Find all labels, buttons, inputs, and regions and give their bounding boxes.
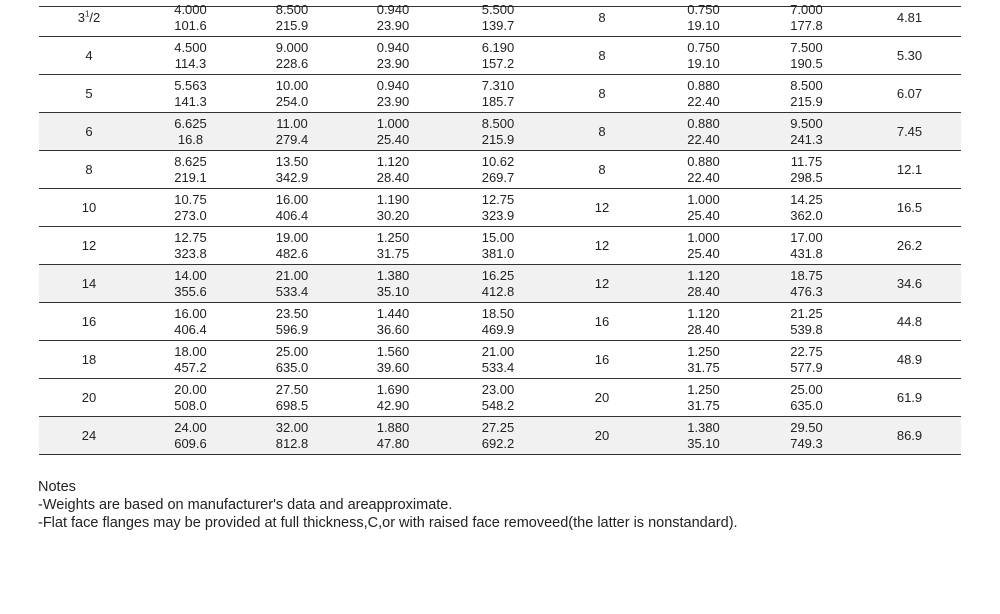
flange-thickness-cell: 1.880 47.80: [342, 417, 444, 455]
hub-diameter-cell: 7.310 185.7: [444, 75, 552, 113]
table-row: [39, 417, 961, 455]
bolt-hole-cell: 1.120 28.40: [652, 303, 755, 341]
flange-diameter-cell: 13.50 342.9: [242, 151, 342, 189]
outside-diameter-cell: 16.00 406.4: [139, 303, 242, 341]
hub-diameter-cell: 18.50 469.9: [444, 303, 552, 341]
outside-diameter-cell: 4.000 101.6: [139, 0, 242, 37]
hub-diameter-cell: 6.190 157.2: [444, 37, 552, 75]
flange-thickness-cell: 0.940 23.90: [342, 37, 444, 75]
notes-section: [38, 478, 738, 532]
bolt-count-cell: 12: [552, 189, 652, 227]
table-row: [39, 75, 961, 113]
flange-thickness-cell: 0.940 23.90: [342, 0, 444, 37]
flange-diameter-cell: 32.00 812.8: [242, 417, 342, 455]
bolt-count-cell: 16: [552, 303, 652, 341]
flange-thickness-cell: 1.440 36.60: [342, 303, 444, 341]
hub-diameter-cell: 27.25 692.2: [444, 417, 552, 455]
bolt-circle-cell: 25.00 635.0: [755, 379, 858, 417]
nominal-size-cell: 6: [39, 113, 139, 151]
bolt-hole-cell: 1.000 25.40: [652, 189, 755, 227]
nominal-size-cell: 14: [39, 265, 139, 303]
bolt-circle-cell: 17.00 431.8: [755, 227, 858, 265]
bolt-count-cell: 12: [552, 265, 652, 303]
hub-diameter-cell: 15.00 381.0: [444, 227, 552, 265]
flange-diameter-cell: 8.500 215.9: [242, 0, 342, 37]
flange-dimensions-table: [39, 0, 961, 455]
bolt-circle-cell: 14.25 362.0: [755, 189, 858, 227]
bolt-count-cell: 8: [552, 151, 652, 189]
flange-thickness-cell: 1.190 30.20: [342, 189, 444, 227]
hub-diameter-cell: 8.500 215.9: [444, 113, 552, 151]
flange-diameter-cell: 23.50 596.9: [242, 303, 342, 341]
nominal-size-cell: 16: [39, 303, 139, 341]
hub-diameter-cell: 21.00 533.4: [444, 341, 552, 379]
flange-diameter-cell: 19.00 482.6: [242, 227, 342, 265]
outside-diameter-cell: 10.75 273.0: [139, 189, 242, 227]
flange-thickness-cell: 1.560 39.60: [342, 341, 444, 379]
nominal-size-cell: 10: [39, 189, 139, 227]
table-row: [39, 0, 961, 37]
table-row: [39, 113, 961, 151]
bolt-hole-cell: 1.250 31.75: [652, 379, 755, 417]
table-row: [39, 37, 961, 75]
weight-cell: 12.1: [858, 151, 961, 189]
table-row: [39, 227, 961, 265]
weight-cell: 5.30: [858, 37, 961, 75]
flange-thickness-cell: 1.120 28.40: [342, 151, 444, 189]
weight-cell: 48.9: [858, 341, 961, 379]
bolt-hole-cell: 1.380 35.10: [652, 417, 755, 455]
nominal-size-cell: 12: [39, 227, 139, 265]
bolt-circle-cell: 7.000 177.8: [755, 0, 858, 37]
weight-cell: 16.5: [858, 189, 961, 227]
flange-diameter-cell: 11.00 279.4: [242, 113, 342, 151]
table-row: [39, 151, 961, 189]
notes-heading: Notes: [38, 479, 76, 495]
outside-diameter-cell: 8.625 219.1: [139, 151, 242, 189]
flange-diameter-cell: 9.000 228.6: [242, 37, 342, 75]
nominal-size-cell: 24: [39, 417, 139, 455]
flange-diameter-cell: 27.50 698.5: [242, 379, 342, 417]
outside-diameter-cell: 12.75 323.8: [139, 227, 242, 265]
weight-cell: 34.6: [858, 265, 961, 303]
bolt-hole-cell: 1.250 31.75: [652, 341, 755, 379]
flange-thickness-cell: 1.690 42.90: [342, 379, 444, 417]
weight-cell: 4.81: [858, 0, 961, 37]
bolt-circle-cell: 8.500 215.9: [755, 75, 858, 113]
weight-cell: 7.45: [858, 113, 961, 151]
table-row: [39, 303, 961, 341]
flange-thickness-cell: 0.940 23.90: [342, 75, 444, 113]
table-body: [39, 0, 961, 455]
bolt-count-cell: 8: [552, 113, 652, 151]
weight-cell: 61.9: [858, 379, 961, 417]
bolt-count-cell: 8: [552, 0, 652, 37]
hub-diameter-cell: 10.62 269.7: [444, 151, 552, 189]
bolt-circle-cell: 22.75 577.9: [755, 341, 858, 379]
table-row: [39, 379, 961, 417]
bolt-circle-cell: 9.500 241.3: [755, 113, 858, 151]
outside-diameter-cell: 24.00 609.6: [139, 417, 242, 455]
bolt-hole-cell: 0.750 19.10: [652, 37, 755, 75]
nominal-size-cell: 5: [39, 75, 139, 113]
bolt-circle-cell: 7.500 190.5: [755, 37, 858, 75]
nominal-size-cell: 20: [39, 379, 139, 417]
bolt-circle-cell: 29.50 749.3: [755, 417, 858, 455]
note-line-flat-face: -Flat face flanges may be provided at full thickness,C,or with raised face removeed(the latter is nonstandard).: [38, 515, 738, 531]
bolt-hole-cell: 0.750 19.10: [652, 0, 755, 37]
bolt-count-cell: 20: [552, 379, 652, 417]
bolt-count-cell: 8: [552, 75, 652, 113]
nominal-size-cell: 18: [39, 341, 139, 379]
flange-thickness-cell: 1.250 31.75: [342, 227, 444, 265]
outside-diameter-cell: 6.625 16.8: [139, 113, 242, 151]
outside-diameter-cell: 14.00 355.6: [139, 265, 242, 303]
outside-diameter-cell: 4.500 114.3: [139, 37, 242, 75]
weight-cell: 86.9: [858, 417, 961, 455]
bolt-circle-cell: 21.25 539.8: [755, 303, 858, 341]
bolt-hole-cell: 0.880 22.40: [652, 75, 755, 113]
weight-cell: 26.2: [858, 227, 961, 265]
bolt-hole-cell: 0.880 22.40: [652, 151, 755, 189]
table-row: [39, 341, 961, 379]
bolt-count-cell: 8: [552, 37, 652, 75]
nominal-size-cell: 4: [39, 37, 139, 75]
hub-diameter-cell: 23.00 548.2: [444, 379, 552, 417]
flange-diameter-cell: 25.00 635.0: [242, 341, 342, 379]
flange-diameter-cell: 10.00 254.0: [242, 75, 342, 113]
bolt-circle-cell: 11.75 298.5: [755, 151, 858, 189]
note-line-weights: -Weights are based on manufacturer's data and areapproximate.: [38, 497, 453, 513]
bolt-count-cell: 12: [552, 227, 652, 265]
flange-thickness-cell: 1.000 25.40: [342, 113, 444, 151]
bolt-hole-cell: 1.000 25.40: [652, 227, 755, 265]
table-row: [39, 265, 961, 303]
nominal-size-cell: 8: [39, 151, 139, 189]
bolt-circle-cell: 18.75 476.3: [755, 265, 858, 303]
bolt-hole-cell: 0.880 22.40: [652, 113, 755, 151]
outside-diameter-cell: 18.00 457.2: [139, 341, 242, 379]
outside-diameter-cell: 5.563 141.3: [139, 75, 242, 113]
bolt-count-cell: 16: [552, 341, 652, 379]
outside-diameter-cell: 20.00 508.0: [139, 379, 242, 417]
flange-thickness-cell: 1.380 35.10: [342, 265, 444, 303]
bolt-hole-cell: 1.120 28.40: [652, 265, 755, 303]
flange-diameter-cell: 16.00 406.4: [242, 189, 342, 227]
flange-diameter-cell: 21.00 533.4: [242, 265, 342, 303]
hub-diameter-cell: 5.500 139.7: [444, 0, 552, 37]
weight-cell: 44.8: [858, 303, 961, 341]
weight-cell: 6.07: [858, 75, 961, 113]
table-row: [39, 189, 961, 227]
bolt-count-cell: 20: [552, 417, 652, 455]
nominal-size-cell: $3^1/2$: [39, 0, 139, 37]
hub-diameter-cell: 16.25 412.8: [444, 265, 552, 303]
hub-diameter-cell: 12.75 323.9: [444, 189, 552, 227]
